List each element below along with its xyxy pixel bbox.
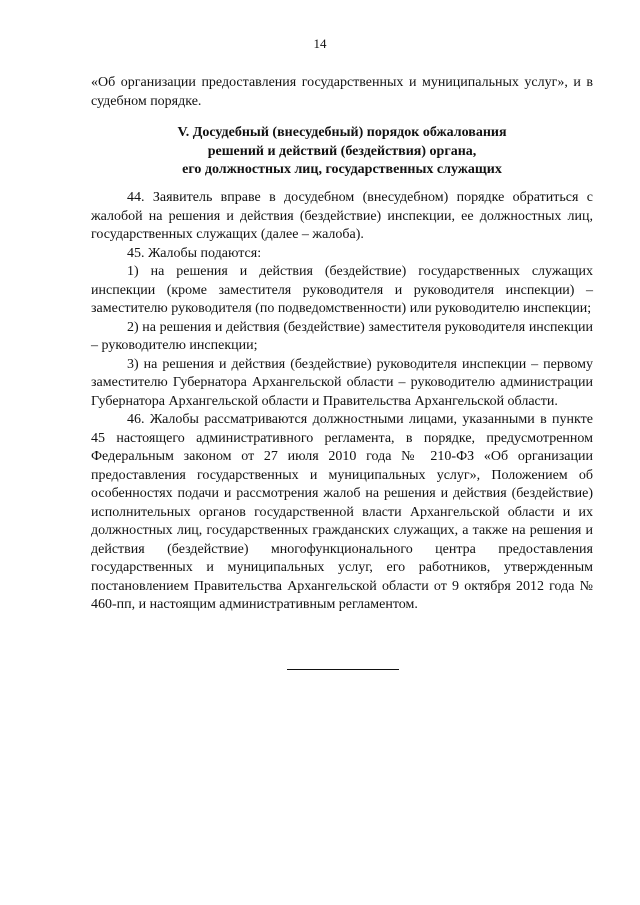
- list-item-2: 2) на решения и действия (бездействие) заместителя руководителя инспекции – руководителю инспекции;: [91, 319, 593, 353]
- page-number: 14: [313, 36, 327, 51]
- section-body: [91, 189, 593, 615]
- paragraph-46: 46. Жалобы рассматриваются должностными лицами, указанными в пункте 45 настоящего административного регламента, в порядке, предусмотренном Федеральным законом от 27 июля 2010 года № 210-ФЗ «Об организации предоставления государственных и муниципальных услуг», Положением об особенностях подачи и рассмотрения жалоб на решения и действия (бездействие) исполнительных органов государственной власти Архангельской области и их должностных лиц, государственных гражданских служащих, а также на решения и действия (бездействие) многофункционального центра предоставления государственных и муниципальных услуг, его работников, утвержденным постановлением Правительства Архангельской области от 9 октября 2012 года № 460-пп, и настоящим административным регламентом.: [91, 412, 593, 612]
- list-item-3: 3) на решения и действия (бездействие) руководителя инспекции – первому заместителю Губернатора Архангельской области – руководителю администрации Губернатора Архангельской области и Правительства Архангельской области.: [91, 356, 593, 409]
- list-item-1: 1) на решения и действия (бездействие) государственных служащих инспекции (кроме заместителя руководителя и руководителя инспекции) – заместителю руководителя (по подведомственности) или руководителю инспекции;: [91, 264, 593, 316]
- paragraph-44: 44. Заявитель вправе в досудебном (внесудебном) порядке обратиться с жалобой на решения и действия (бездействие) инспекции, ее должностных лиц, государственных служащих (далее – жалоба).: [91, 190, 593, 242]
- section-heading-line-1: V. Досудебный (внесудебный) порядок обжалования: [177, 125, 507, 140]
- lead-paragraph: «Об организации предоставления государственных и муниципальных услуг», и в судебном порядке.: [91, 75, 593, 109]
- section-heading-line-3: его должностных лиц, государственных служащих: [182, 162, 502, 177]
- end-divider: [287, 669, 399, 670]
- paragraph-45: 45. Жалобы подаются:: [127, 245, 262, 261]
- section-heading-line-2: решений и действий (бездействия) органа,: [207, 143, 477, 159]
- section-heading: [91, 124, 593, 180]
